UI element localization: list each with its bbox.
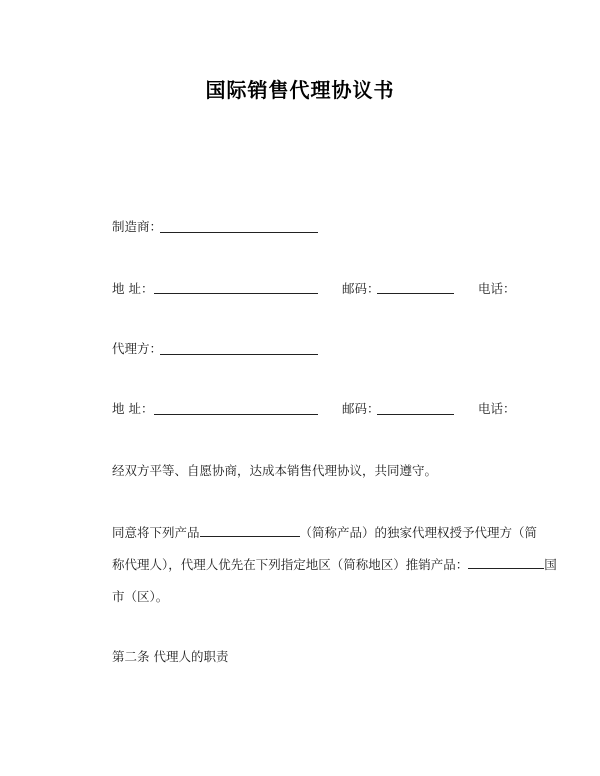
manufacturer-blank[interactable] — [160, 232, 318, 233]
clause1-text-e: 市（区）。 — [112, 589, 169, 604]
manufacturer-label: 制造商： — [112, 219, 163, 234]
document-title: 国际销售代理协议书 — [205, 78, 395, 102]
agent-postcode-label: 邮码： — [342, 401, 380, 416]
agreement-sentence: 经双方平等、自愿协商，达成本销售代理协议，共同遵守。 — [112, 463, 438, 478]
agent-label: 代理方： — [112, 341, 163, 356]
clause1-text-a: 同意将下列产品 — [112, 525, 200, 540]
agent-address-label: 地 址： — [112, 401, 154, 416]
manufacturer-postcode-label: 邮码： — [342, 281, 380, 296]
manufacturer-postcode-blank[interactable] — [377, 293, 454, 294]
agent-blank[interactable] — [160, 354, 318, 355]
territory-blank[interactable] — [468, 556, 544, 569]
clause1-text-c: 称代理人），代理人优先在下列指定地区（简称地区）推销产品： — [112, 557, 469, 572]
agent-phone-label: 电话： — [478, 401, 516, 416]
product-blank[interactable] — [200, 524, 300, 537]
clause1-text-b: （简称产品）的独家代理权授予代理方（简 — [299, 525, 538, 540]
clause1-line2 — [112, 556, 557, 574]
clause1-line3 — [112, 588, 168, 606]
manufacturer-address-label: 地 址： — [112, 281, 154, 296]
agent-address-blank[interactable] — [154, 414, 318, 415]
article2-heading: 第二条 代理人的职责 — [112, 649, 229, 664]
agent-postcode-blank[interactable] — [377, 414, 454, 415]
clause1-text-d: 国 — [544, 557, 557, 572]
clause1-line1 — [112, 524, 537, 542]
manufacturer-phone-label: 电话： — [478, 281, 516, 296]
manufacturer-address-blank[interactable] — [154, 293, 318, 294]
